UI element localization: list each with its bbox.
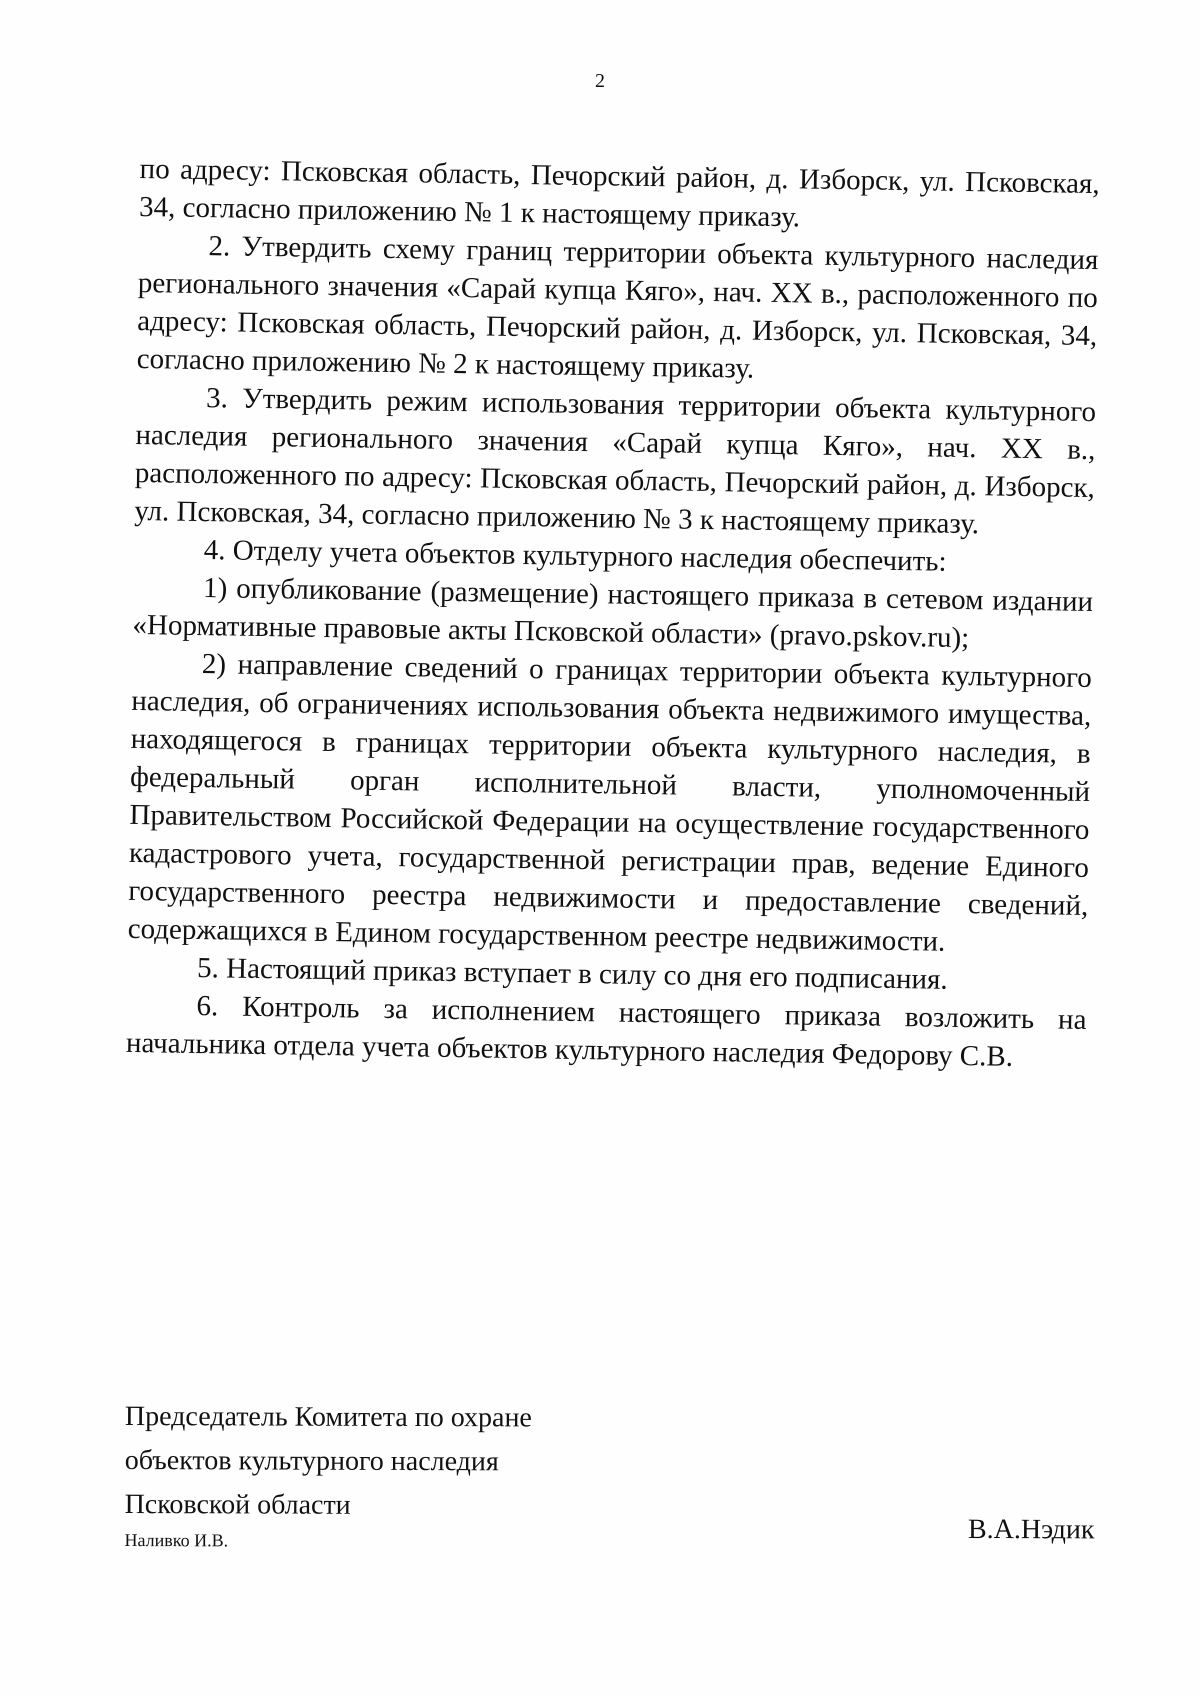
page-number: 2 (595, 70, 605, 92)
paragraph-item-5: 5. Настоящий приказ вступает в силу со дня его подписания. (196, 952, 948, 996)
paragraph-address-continuation: по адресу: Псковская область, Печорский район, д. Изборск, ул. Псковская, 34, согласно приложению № 1 к настоящему приказу. (138, 152, 1100, 234)
paragraph-item-4-2: 2) направление сведений о границах территории объекта культурного наследия, об ограничениях использования объекта недвижимого имущества, находящегося в границах территории объекта культурного наследия, в федеральный орган исполнительной власти, уполномоченный Правительством Российской Федерации на осуществление государственного кадастрового учета, государственной регистрации прав, ведение Единого государственного реестра недвижимости и предоставление сведений, содержащихся в Едином государственном реестре недвижимости. (127, 648, 1093, 958)
paragraph-item-6: 6. Контроль за исполнением настоящего приказа возложить на начальника отдела учета объектов культурного наследия Федорову С.В. (125, 989, 1087, 1073)
paragraph-item-4-1: 1) опубликование (размещение) настоящего приказа в сетевом издании «Нормативные правовые акты Псковской области» (pravo.pskov.ru); (132, 572, 1094, 655)
paragraph-item-3: 3. Утвердить режим использования территории объекта культурного наследия регионального значения «Сарай купца Кяго», нач. XX в., расположенного по адресу: Псковская область, Печорский район, д. Изборск, ул. Псковская, 34, согласно приложению № 3 к настоящему приказу. (134, 382, 1097, 541)
signer-name: В.А.Нэдик (967, 1513, 1095, 1546)
paragraph-item-2: 2. Утвердить схему границ территории объекта культурного наследия регионального значения «Сарай купца Кяго», нач. XX в., расположенного по адресу: Псковская область, Печорский район, д. Изборск, ул. Псковская, 34, согласно приложению № 2 к настоящему приказу. (136, 230, 1099, 385)
signer-position-line-3: Псковской области (124, 1488, 351, 1521)
signature-block (124, 1395, 1105, 1558)
signer-position-line-2: объектов культурного наследия (124, 1444, 499, 1478)
signer-position-line-1: Председатель Комитета по охране (124, 1401, 532, 1434)
document-body (126, 150, 1100, 1077)
executor-name: Наливко И.В. (124, 1529, 229, 1551)
paragraph-item-4: 4. Отделу учета объектов культурного наследия обеспечить: (203, 534, 947, 578)
